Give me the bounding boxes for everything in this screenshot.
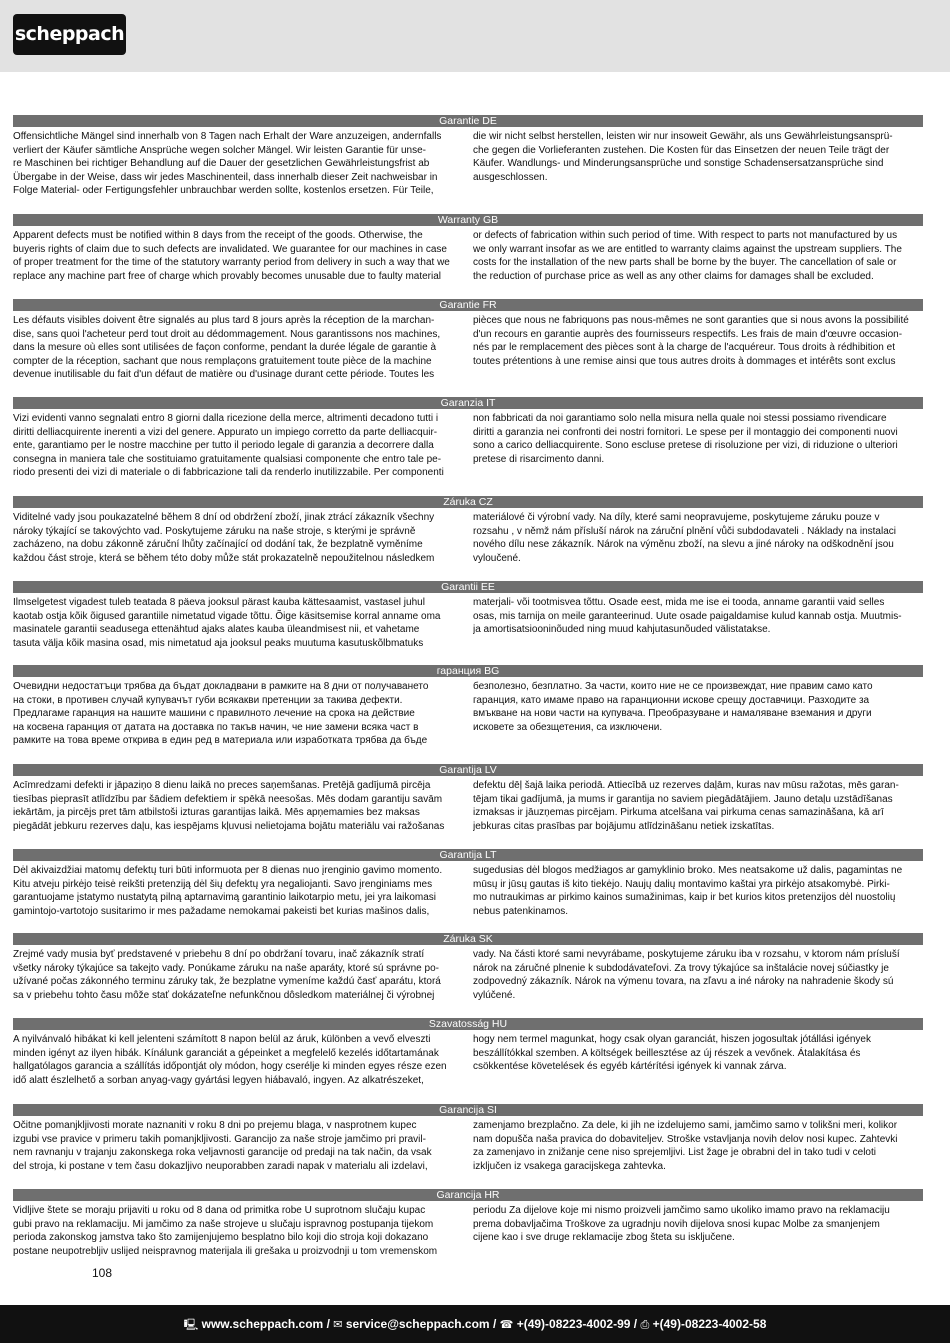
- warranty-section-hu: [13, 1018, 923, 1087]
- section-text-right: die wir nicht selbst herstellen, leisten wir nur insoweit Gewähr, als uns Gewährleistungsansprü- che gegen die Vorlieferanten zustehen. Die Kosten für das Einsetzen der neuen Teile trägt der Käufer. Wandlungs- und Minderungsansprüche und sonstige Schadensersatzansprüche sind ausgeschlossen.: [473, 131, 893, 183]
- warranty-section-bg: [13, 665, 923, 748]
- footer-separator: /: [326, 1317, 330, 1331]
- section-text-left: Apparent defects must be notified within 8 days from the receipt of the goods. Otherwise, the buyeris rights of claim due to such defects are invalidated. We guarantee for our machines in case of proper treatment for the time of the statutory warranty period from delivery in such a way that we replace any machine part free of charge which provably becomes unusable due to faulty material: [13, 230, 450, 282]
- footer-separator: /: [492, 1317, 497, 1331]
- section-text-right: vady. Na části ktoré sami nevyrábame, poskytujeme záruku iba v rozsahu, v ktorom nám prísluší nárok na záručné plnenie k subdodávateľovi. Za trovy týkajúce sa inštalácie novej súčiastky je zodpovedný zákazník. Nárok na výmenu tovara, na zľavu a iné nároky na nahradenie škody sú vylúčené.: [473, 949, 900, 1001]
- section-heading: Záruka SK: [13, 933, 923, 945]
- section-text-right: sugedusias dėl blogos medžiagos ar gamyklinio broko. Mes neatsakome už dalis, pagamintas ne mūsų ir jūsų gautas iš kito tiekėjo. Naujų dalių montavimo kaštai yra pirkėjo atsakomybė. Pirki- mo nutraukimas ar pirkimo kainos sumažinimas, kaip ir bet kurios kitos pretenzijos dėl nuostolių nebus patenkinamos.: [473, 865, 903, 917]
- section-heading: гаранция BG: [13, 665, 923, 677]
- section-text-left: Les défauts visibles doivent être signalés au plus tard 8 jours après la réception de la marchan- dise, sans quoi l'acheteur perd tout droit au dédommagement. Nous garantissons nos machines, dans la mesure où elles sont utilisées de façon conforme, pendant la durée légale de garantie à compter de la réception, sachant que nous remplaçons gratuitement toute pièce de la machine devenue inutilisable du fait d'un défaut de matière ou d'usinage durant cette période. Toutes les: [13, 315, 441, 381]
- section-text-right: or defects of fabrication within such period of time. With respect to parts not manufactured by us we only warrant insofar as we are entitled to warranty claims against the upstream suppliers. The costs for the installation of the new parts shall be borne by the buyer. The cancellation of sale or the reduction of purchase price as well as any other claims for damages shall be excluded.: [473, 230, 902, 282]
- section-heading: Garancija HR: [13, 1189, 923, 1201]
- section-text-left: Acīmredzami defekti ir jāpaziņo 8 dienu laikā no preces saņemšanas. Pretējā gadījumā pircēja tiesības pieprasīt atlīdzību par šādiem defektiem ir spēkā neesošas. Mēs dodam garantiju savām iekārtām, ja pircējs pret tām atbilstoši izturas garantijas laikā. Mēs apņemamies bez maksas piegādāt jebkuru rezerves daļu, kas iespējams kļuvusi nelietojama bojātu materiālu vai ražošanas: [13, 780, 445, 832]
- section-heading: Szavatosság HU: [13, 1018, 923, 1030]
- fax-icon: ⎙: [640, 1318, 650, 1331]
- computer-icon: 🖳: [183, 1318, 199, 1331]
- section-text-right: materiálové či výrobní vady. Na díly, které sami neopravujeme, poskytujeme záruku pouze v rozsahu , v němž nám přísluší nárok na záruční plnění vůči subdodavateli . Náklady na instalaci nového dílu nese zákazník. Nárok na výměnu zboží, na slevu a jiné nároky na odškodnění jsou vyloučené.: [473, 512, 896, 564]
- section-text-right: безполезно, безплатно. За части, които ние не се произвеждат, ние правим само като гаранция, като имаме право на гаранционни искове срещу доставчици. Разходите за вмъкване на нови части на купувача. Преобразуване и намаляване вземания и други исковете за обезщетения, са изключени.: [473, 681, 873, 733]
- warranty-section-fr: [13, 299, 923, 382]
- section-text-right: pièces que nous ne fabriquons pas nous-mêmes ne sont garanties que si nous avons la possibilité d'un recours en garantie auprès des fournisseurs respectifs. Les frais de main d'œuvre occasion- nés par le remplacement des pièces sont à la charge de l'acquéreur. Tous droits à rédhibition et toutes prétentions à une remise ainsi que tous autres droits à dommages et intérêts sont exclus: [473, 315, 909, 367]
- section-text-left: Dėl akivaizdžiai matomų defektų turi būti informuota per 8 dienas nuo įrenginio gavimo momento. Kitu atveju pirkėjo teisė reikšti pretenziją dėl šių defektų yra negaliojanti. Savo įrenginiams mes garantuojame įstatymo nustatytą pilną aptarnavimą garantinio laikotarpio metu, jei yra laikomasi gamintojo-vartotojo susitarimo ir mes pažadame nemokamai pakeisti bet kurias mašinos dalis,: [13, 865, 443, 917]
- section-text-left: Vizi evidenti vanno segnalati entro 8 giorni dalla ricezione della merce, altrimenti decadono tutti i diritti delliacquirente inerenti a vizi del genere. Appurato un impiego corretto da parte delliacquir- ente, garantiamo per le nostre macchine per tutto il periodo legale di garanzia a decorrere dalla consegna in maniera tale che sostituiamo gratuitamente qualsiasi componente che entro tale pe- riodo presenti dei vizi di materiale o di fabbricazione tali da renderlo inutilizzabile. Per componenti: [13, 413, 444, 479]
- page-number: 108: [92, 1266, 113, 1280]
- logo-text: scheppach: [14, 23, 125, 45]
- footer-web-link[interactable]: www.scheppach.com: [201, 1317, 324, 1331]
- phone-icon: ☎: [499, 1318, 514, 1331]
- section-heading: Warranty GB: [13, 214, 923, 226]
- section-text-left: Viditelné vady jsou poukazatelné během 8 dní od obdržení zboží, jinak ztrácí zákazník všechny nároky týkající se takovýchto vad. Poskytujeme záruku na naše stroje, s kterými je správně zacházeno, na dobu zákonně záruční lhůty začínající od dodání tak, že bezplatně vyměníme každou část stroje, která se během této doby může stát prokazatelně nepoužitelnou následkem: [13, 512, 435, 564]
- header-bar: [0, 0, 950, 72]
- section-heading: Garantie DE: [13, 115, 923, 127]
- section-text-left: Offensichtliche Mängel sind innerhalb von 8 Tagen nach Erhalt der Ware anzuzeigen, andernfalls verliert der Käufer sämtliche Ansprüche wegen solcher Mängel. Wir leisten Garantie für unse- re Maschinen bei richtiger Behandlung auf die Dauer der gesetzlichen Gewährleistungsfrist ab Übergabe in der Weise, dass wir jedes Maschinenteil, dass innerhalb dieser Zeit nachweisbar in Folge Material- oder Fertigungsfehler unbrauchbar werden sollte, kostenlos ersetzen. Für Teile,: [13, 131, 442, 197]
- section-text-right: non fabbricati da noi garantiamo solo nella misura nella quale noi stessi possiamo rivendicare diritti a garanzia nei confronti dei nostri fornitori. Le spese per il montaggio dei componenti nuovi sono a carico delliacquirente. Sono escluse pretese di risoluzione per vizi, di riduzione o ulteriori pretese di risarcimento danni.: [473, 413, 898, 465]
- section-heading: Garancija SI: [13, 1104, 923, 1116]
- section-heading: Garantija LT: [13, 849, 923, 861]
- warranty-section-ee: [13, 581, 923, 650]
- section-text-left: Vidljive štete se moraju prijaviti u roku od 8 dana od primitka robe U suprotnom slučaju kupac gubi pravo na reklamaciju. Mi jamčimo za naše strojeve u slučaju ispravnog postupanja tijekom perioda zakonskog jamstva tako što zamijenjujemo besplatno bilo koji dio stroja koji dokazano postane neupotrebljiv uslijed neispravnog materijala ili grešaka u proizvodnji u tom vremenskom: [13, 1205, 438, 1257]
- section-text-left: Ilmselgetest vigadest tuleb teatada 8 päeva jooksul pärast kauba kättesaamist, vastasel juhul kaotab ostja kõik õigused garantiile nimetatud vigade tõttu. Õige käsitsemise korral anname oma masinatele garantii seadusega ettenähtud ajaks alates kauba üleandmisest nii, et vahetame tasuta välja kõik masina osad, mis nimetatud aja jooksul peaks muutuma kasutuskõlbmatuks: [13, 597, 441, 649]
- footer-separator: /: [633, 1317, 638, 1331]
- warranty-section-gb: [13, 214, 923, 283]
- mail-icon: ✉: [333, 1318, 343, 1331]
- section-text-right: zamenjamo brezplačno. Za dele, ki jih ne izdelujemo sami, jamčimo samo v tolikšni meri, kolikor nam dopušča naša pravica do dobaviteljev. Stroške vstavljanja novih delov nosi kupec. Zahtevki za zamenjavo in znižanje cene niso sprejemljivi. List žage je obrabni del in tako tudi v celoti izključen iz vsakega garacijskega zahtevka.: [473, 1120, 898, 1172]
- scheppach-logo: [13, 14, 126, 55]
- section-text-right: periodu Za dijelove koje mi nismo proizveli jamčimo samo ukoliko imamo pravo na reklamaciju prema dobavljačima Troškove za ugradnju novih dijelova snosi kupac Molbe za smanjenjem cijene kao i sve druge reklamacije zbog šteta su isključene.: [473, 1205, 890, 1244]
- section-text-left: Zrejmé vady musia byť predstavené v priebehu 8 dní po obdržaní tovaru, inač zákazník stratí všetky nároky týkajúce sa takejto vady. Ponúkame záruku na naše aparáty, ktoré sú správne po- užívané počas zákonného terminu záruky tak, že bezplatne vymeníme každú časť aparátu, ktorá sa v priebehu tohto času môže stať dokázateľne nefunkčnou dôsledkom materiálnej či výrobnej: [13, 949, 441, 1001]
- footer-fax: +(49)-08223-4002-58: [652, 1317, 767, 1331]
- section-text-right: defektu dēļ šajā laika periodā. Attiecībā uz rezerves daļām, kuras nav mūsu ražotas, mēs garan- tējam tikai gadījumā, ja mums ir garantija no saviem piegādātājiem. Jauno detaļu uzstādīšanas izmaksas ir jāuzņemas pircējam. Pirkuma atcelšana vai pirkuma cenas samazināšana, kā arī jebkuras citas prasības par bojājumu atlīdzināšanu netiek izskatītas.: [473, 780, 899, 832]
- warranty-section-lv: [13, 764, 923, 833]
- section-heading: Garantie FR: [13, 299, 923, 311]
- section-heading: Záruka CZ: [13, 496, 923, 508]
- warranty-section-lt: [13, 849, 923, 918]
- section-text-left: A nyilvánvaló hibákat ki kell jelenteni számított 8 napon belül az áruk, különben a vevő elveszti minden igényt az ilyen hibák. Kínálunk garanciát a gépeinket a megfelelő kezelés időtartamának hallgatólagos garancia a szállítás időpontját oly módon, hogy cserélje ki minden egyes része ezen idő alatt észlelhető a sorban anyag-vagy gyártási legyen hiábavaló, ingyen. Az alkatrészeket,: [13, 1034, 447, 1086]
- warranty-section-it: [13, 397, 923, 480]
- section-heading: Garantija LV: [13, 764, 923, 776]
- warranty-section-de: [13, 115, 923, 198]
- footer-email-link[interactable]: service@scheppach.com: [345, 1317, 490, 1331]
- section-text-left: Очевидни недостатъци трябва да бъдат докладвани в рамките на 8 дни от получаването на стоки, в противен случай купувачът губи всякакви претенции за такива дефекти. Предлагаме гаранция на нашите машини с правилното лечение на срока на действие на косвена гаранция от датата на доставка по такъв начин, че ние замени всяка част в рамките на това време открива в един ред в материала или изработката трябва да бъде: [13, 681, 429, 747]
- warranty-section-si: [13, 1104, 923, 1173]
- warranty-section-cz: [13, 496, 923, 565]
- section-text-right: hogy nem termel magunkat, hogy csak olyan garanciát, hiszen jogosultak jótállási igények beszállítókkal szemben. A költségek beillesztése az új részek a vevőnek. Átalakítása és csökkentése követelések és egyéb kártérítési igények ki vannak zárva.: [473, 1034, 871, 1073]
- section-text-left: Očitne pomanjkljivosti morate naznaniti v roku 8 dni po prejemu blaga, v nasprotnem kupec izgubi vse pravice v primeru takih pomanjkljivosti. Garancijo za naše stroje jamčimo pri pravil- nem ravnanju v trajanju zakonskega roka veljavnosti garancije od predaji na tak način, da vsak del stroja, ki postane v tem času dokazljivo neuporabben zaradi napak v materialu ali izdelavi,: [13, 1120, 432, 1172]
- section-text-right: materjali- või tootmisvea tõttu. Osade eest, mida me ise ei tooda, anname garantii vaid selles osas, mis tarnija on meile garanteerinud. Uute osade paigaldamise kulud kannab ostja. Muutmis- ja amortisatsiooninõuded ning muud kahjutasunõuded välistatakse.: [473, 597, 902, 636]
- warranty-section-hr: [13, 1189, 923, 1258]
- footer-contact-bar: [0, 1305, 950, 1343]
- section-heading: Garanzia IT: [13, 397, 923, 409]
- section-heading: Garantii EE: [13, 581, 923, 593]
- warranty-section-sk: [13, 933, 923, 1002]
- footer-phone: +(49)-08223-4002-99: [516, 1317, 631, 1331]
